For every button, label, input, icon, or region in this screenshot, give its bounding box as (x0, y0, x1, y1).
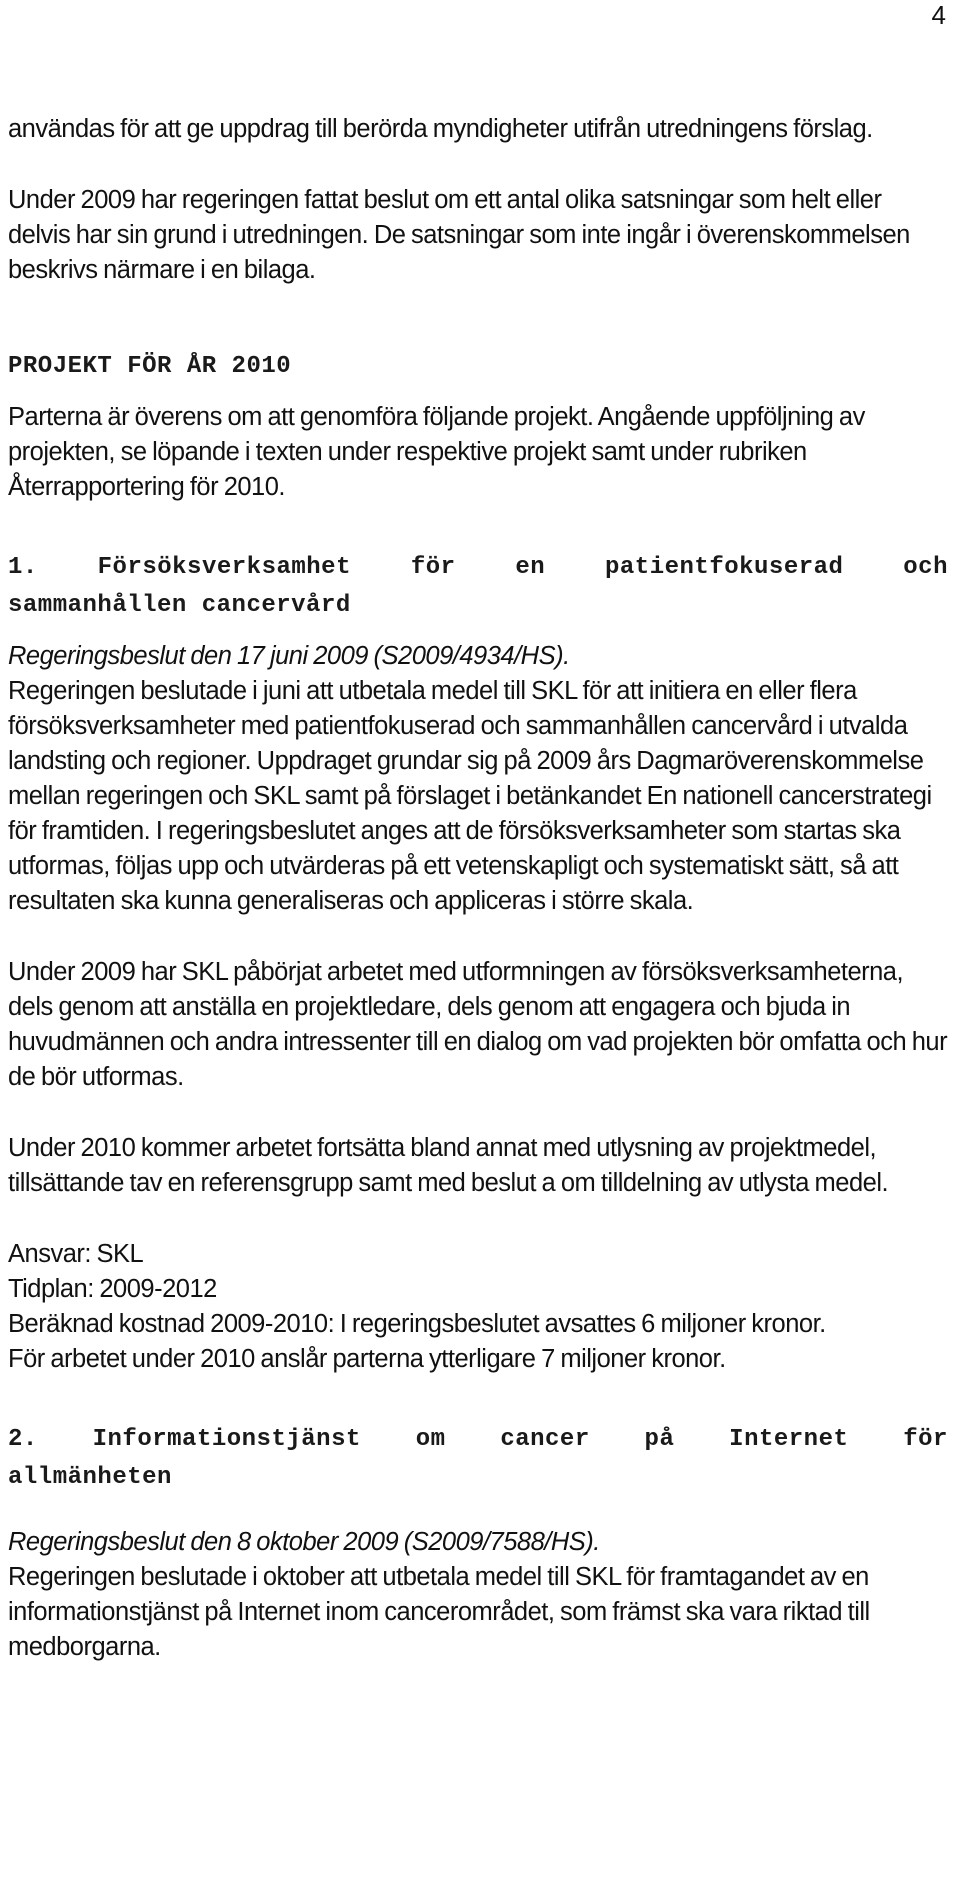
item1-heading-word: för (410, 554, 456, 581)
item2-heading (8, 1421, 948, 1497)
item1-heading-word: en (515, 554, 546, 581)
item1-paragraph-1: Regeringen beslutade i juni att utbetala medel till SKL för att initiera en eller flera försöksverksamheter med patientfokuserad och sammanhållen cancervård i utvalda landsting och regioner. Uppdraget grundar sig på 2009 års Dagmaröverenskommelse mellan regeringen och SKL samt på förslaget i betänkandet En nationell cancerstrategi för framtiden. I regeringsbeslutet anges att de försöksverksamheter som startas ska utformas, följas upp och utvärderas på ett vetenskapligt och systematiskt sätt, så att resultaten ska kunna generaliseras och appliceras i större skala. (8, 677, 932, 915)
item1-paragraph-3: Under 2010 kommer arbetet fortsätta bland annat med utlysning av projektmedel, tillsättande tav en referensgrupp samt med beslut a om tilldelning av utlysta medel. (8, 1134, 889, 1197)
item2-heading-word: för (903, 1426, 948, 1453)
item2-decision: Regeringsbeslut den 8 oktober 2009 (S2009/7588/HS). (8, 1528, 600, 1556)
item2-heading-word: på (644, 1426, 675, 1453)
item2-heading-word: cancer (500, 1426, 590, 1453)
item1-paragraph-2: Under 2009 har SKL påbörjat arbetet med utformningen av försöksverksamheterna, dels genom att anställa en projektledare, dels genom att engagera och bjuda in huvudmännen och andra intressenter till en dialog om vad projekten bör omfatta och hur de bör utformas. (8, 958, 948, 1091)
item1-funding: För arbetet under 2010 anslår parterna ytterligare 7 miljoner kronor. (8, 1345, 726, 1373)
intro-paragraph: användas för att ge uppdrag till berörda myndigheter utifrån utredningens förslag. (8, 115, 873, 143)
item1-schedule: Tidplan: 2009-2012 (8, 1275, 217, 1303)
item2-heading-word: Internet (729, 1426, 849, 1453)
section-heading: PROJEKT FÖR ÅR 2010 (8, 353, 292, 380)
item2-heading-word: om (415, 1426, 446, 1453)
item1-heading-word: och (903, 554, 948, 581)
page-content (8, 112, 948, 1665)
item1-heading-word: 1. (8, 554, 38, 581)
item1-decision: Regeringsbeslut den 17 juni 2009 (S2009/4934/HS). (8, 642, 570, 670)
item2-heading-line2: allmänheten (8, 1464, 172, 1491)
decisions-paragraph: Under 2009 har regeringen fattat beslut om ett antal olika satsningar som helt eller delvis har sin grund i utredningen. De satsningar som inte ingår i överenskommelsen beskrivs närmare i en bilaga. (8, 186, 910, 284)
item2-paragraph-1: Regeringen beslutade i oktober att utbetala medel till SKL för framtagandet av en informationstjänst på Internet inom cancerområdet, som främst ska vara riktad till medborgarna. (8, 1563, 870, 1661)
item1-responsible: Ansvar: SKL (8, 1240, 144, 1268)
projects-intro-paragraph: Parterna är överens om att genomföra följande projekt. Angående uppföljning av projekten, se löpande i texten under respektive projekt samt under rubriken Återrapportering för 2010. (8, 403, 865, 501)
page-number: 4 (931, 0, 946, 30)
item2-heading-word: Informationstjänst (92, 1426, 361, 1453)
item1-cost: Beräknad kostnad 2009-2010: I regeringsbeslutet avsattes 6 miljoner kronor. (8, 1310, 826, 1338)
item1-heading-word: Försöksverksamhet (97, 554, 351, 581)
item2-heading-word: 2. (8, 1426, 38, 1453)
item1-heading (8, 549, 948, 625)
item1-heading-line2: sammanhållen cancervård (8, 592, 351, 619)
item1-heading-word: patientfokuserad (605, 554, 844, 581)
